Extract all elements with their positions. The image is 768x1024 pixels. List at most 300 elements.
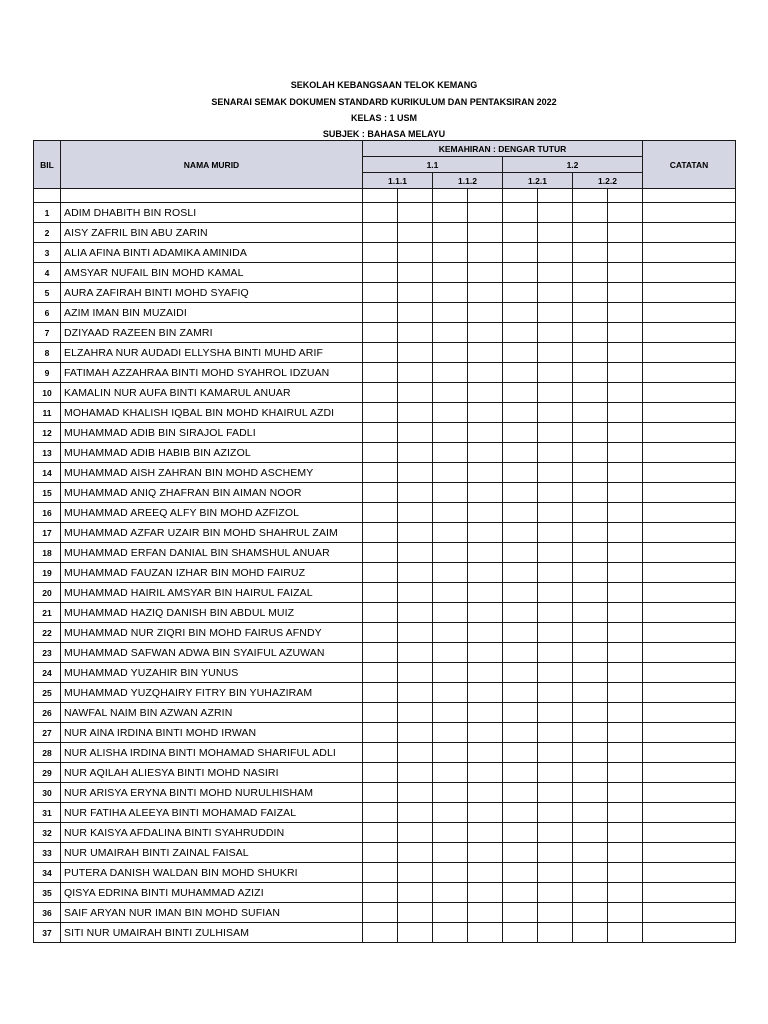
check-cell[interactable] (573, 503, 608, 523)
check-cell[interactable] (433, 643, 468, 663)
check-cell[interactable] (468, 443, 503, 463)
check-cell[interactable] (538, 463, 573, 483)
check-cell[interactable] (503, 723, 538, 743)
check-cell[interactable] (398, 483, 433, 503)
check-cell[interactable] (363, 443, 398, 463)
catatan-cell[interactable] (643, 303, 736, 323)
check-cell[interactable] (503, 203, 538, 223)
check-cell[interactable] (573, 723, 608, 743)
check-cell[interactable] (363, 703, 398, 723)
check-cell[interactable] (538, 563, 573, 583)
check-cell[interactable] (608, 363, 643, 383)
check-cell[interactable] (468, 643, 503, 663)
check-cell[interactable] (363, 663, 398, 683)
check-cell[interactable] (503, 663, 538, 683)
check-cell[interactable] (503, 743, 538, 763)
check-cell[interactable] (608, 343, 643, 363)
check-cell[interactable] (608, 743, 643, 763)
catatan-cell[interactable] (643, 203, 736, 223)
check-cell[interactable] (433, 423, 468, 443)
check-cell[interactable] (538, 843, 573, 863)
catatan-cell[interactable] (643, 883, 736, 903)
check-cell[interactable] (398, 703, 433, 723)
check-cell[interactable] (398, 683, 433, 703)
check-cell[interactable] (608, 863, 643, 883)
check-cell[interactable] (573, 243, 608, 263)
catatan-cell[interactable] (643, 463, 736, 483)
check-cell[interactable] (468, 683, 503, 703)
check-cell[interactable] (398, 283, 433, 303)
check-cell[interactable] (433, 803, 468, 823)
check-cell[interactable] (538, 783, 573, 803)
check-cell[interactable] (363, 343, 398, 363)
check-cell[interactable] (468, 543, 503, 563)
check-cell[interactable] (608, 503, 643, 523)
check-cell[interactable] (608, 903, 643, 923)
check-cell[interactable] (468, 403, 503, 423)
check-cell[interactable] (398, 663, 433, 683)
check-cell[interactable] (608, 523, 643, 543)
check-cell[interactable] (433, 403, 468, 423)
check-cell[interactable] (538, 823, 573, 843)
check-cell[interactable] (398, 263, 433, 283)
check-cell[interactable] (433, 283, 468, 303)
check-cell[interactable] (398, 823, 433, 843)
check-cell[interactable] (363, 423, 398, 443)
catatan-cell[interactable] (643, 783, 736, 803)
check-cell[interactable] (573, 283, 608, 303)
check-cell[interactable] (468, 903, 503, 923)
check-cell[interactable] (468, 723, 503, 743)
catatan-cell[interactable] (643, 263, 736, 283)
check-cell[interactable] (503, 923, 538, 943)
check-cell[interactable] (433, 723, 468, 743)
check-cell[interactable] (573, 903, 608, 923)
check-cell[interactable] (398, 463, 433, 483)
check-cell[interactable] (468, 503, 503, 523)
catatan-cell[interactable] (643, 823, 736, 843)
check-cell[interactable] (538, 683, 573, 703)
check-cell[interactable] (538, 523, 573, 543)
catatan-cell[interactable] (643, 923, 736, 943)
check-cell[interactable] (433, 663, 468, 683)
check-cell[interactable] (468, 883, 503, 903)
check-cell[interactable] (363, 743, 398, 763)
check-cell[interactable] (573, 863, 608, 883)
check-cell[interactable] (363, 243, 398, 263)
check-cell[interactable] (538, 503, 573, 523)
check-cell[interactable] (398, 523, 433, 543)
check-cell[interactable] (608, 223, 643, 243)
check-cell[interactable] (363, 863, 398, 883)
check-cell[interactable] (468, 523, 503, 543)
check-cell[interactable] (538, 623, 573, 643)
check-cell[interactable] (573, 263, 608, 283)
check-cell[interactable] (573, 443, 608, 463)
check-cell[interactable] (433, 863, 468, 883)
check-cell[interactable] (398, 783, 433, 803)
catatan-cell[interactable] (643, 603, 736, 623)
check-cell[interactable] (608, 723, 643, 743)
check-cell[interactable] (398, 603, 433, 623)
check-cell[interactable] (398, 883, 433, 903)
check-cell[interactable] (573, 543, 608, 563)
check-cell[interactable] (468, 823, 503, 843)
check-cell[interactable] (433, 763, 468, 783)
check-cell[interactable] (573, 583, 608, 603)
check-cell[interactable] (468, 563, 503, 583)
check-cell[interactable] (608, 803, 643, 823)
check-cell[interactable] (538, 723, 573, 743)
check-cell[interactable] (468, 843, 503, 863)
check-cell[interactable] (573, 423, 608, 443)
catatan-cell[interactable] (643, 803, 736, 823)
check-cell[interactable] (433, 483, 468, 503)
check-cell[interactable] (363, 683, 398, 703)
catatan-cell[interactable] (643, 483, 736, 503)
check-cell[interactable] (363, 803, 398, 823)
check-cell[interactable] (468, 763, 503, 783)
check-cell[interactable] (503, 623, 538, 643)
check-cell[interactable] (503, 883, 538, 903)
check-cell[interactable] (503, 843, 538, 863)
check-cell[interactable] (538, 583, 573, 603)
check-cell[interactable] (538, 203, 573, 223)
check-cell[interactable] (433, 623, 468, 643)
check-cell[interactable] (573, 803, 608, 823)
check-cell[interactable] (538, 323, 573, 343)
check-cell[interactable] (573, 463, 608, 483)
check-cell[interactable] (468, 863, 503, 883)
check-cell[interactable] (503, 763, 538, 783)
check-cell[interactable] (433, 603, 468, 623)
catatan-cell[interactable] (643, 703, 736, 723)
check-cell[interactable] (608, 303, 643, 323)
catatan-cell[interactable] (643, 223, 736, 243)
check-cell[interactable] (503, 823, 538, 843)
check-cell[interactable] (433, 443, 468, 463)
check-cell[interactable] (433, 563, 468, 583)
check-cell[interactable] (573, 483, 608, 503)
check-cell[interactable] (538, 383, 573, 403)
check-cell[interactable] (608, 203, 643, 223)
check-cell[interactable] (468, 363, 503, 383)
check-cell[interactable] (608, 783, 643, 803)
check-cell[interactable] (538, 643, 573, 663)
check-cell[interactable] (468, 623, 503, 643)
check-cell[interactable] (503, 223, 538, 243)
check-cell[interactable] (608, 263, 643, 283)
check-cell[interactable] (363, 583, 398, 603)
check-cell[interactable] (433, 303, 468, 323)
check-cell[interactable] (433, 843, 468, 863)
check-cell[interactable] (398, 203, 433, 223)
check-cell[interactable] (503, 703, 538, 723)
catatan-cell[interactable] (643, 563, 736, 583)
check-cell[interactable] (608, 323, 643, 343)
check-cell[interactable] (503, 243, 538, 263)
check-cell[interactable] (468, 463, 503, 483)
catatan-cell[interactable] (643, 343, 736, 363)
check-cell[interactable] (538, 283, 573, 303)
catatan-cell[interactable] (643, 723, 736, 743)
check-cell[interactable] (433, 583, 468, 603)
check-cell[interactable] (468, 223, 503, 243)
check-cell[interactable] (538, 743, 573, 763)
check-cell[interactable] (363, 643, 398, 663)
check-cell[interactable] (538, 663, 573, 683)
check-cell[interactable] (398, 583, 433, 603)
check-cell[interactable] (503, 563, 538, 583)
check-cell[interactable] (363, 843, 398, 863)
check-cell[interactable] (503, 543, 538, 563)
check-cell[interactable] (468, 483, 503, 503)
check-cell[interactable] (363, 923, 398, 943)
check-cell[interactable] (503, 423, 538, 443)
check-cell[interactable] (503, 643, 538, 663)
check-cell[interactable] (398, 503, 433, 523)
check-cell[interactable] (608, 443, 643, 463)
check-cell[interactable] (573, 843, 608, 863)
catatan-cell[interactable] (643, 863, 736, 883)
check-cell[interactable] (573, 323, 608, 343)
check-cell[interactable] (538, 303, 573, 323)
catatan-cell[interactable] (643, 763, 736, 783)
check-cell[interactable] (363, 383, 398, 403)
catatan-cell[interactable] (643, 843, 736, 863)
check-cell[interactable] (503, 803, 538, 823)
check-cell[interactable] (398, 563, 433, 583)
catatan-cell[interactable] (643, 383, 736, 403)
check-cell[interactable] (573, 883, 608, 903)
check-cell[interactable] (363, 883, 398, 903)
check-cell[interactable] (573, 223, 608, 243)
check-cell[interactable] (608, 883, 643, 903)
check-cell[interactable] (468, 343, 503, 363)
check-cell[interactable] (398, 383, 433, 403)
check-cell[interactable] (503, 783, 538, 803)
check-cell[interactable] (608, 243, 643, 263)
check-cell[interactable] (503, 383, 538, 403)
check-cell[interactable] (538, 703, 573, 723)
check-cell[interactable] (608, 623, 643, 643)
check-cell[interactable] (363, 463, 398, 483)
check-cell[interactable] (573, 363, 608, 383)
check-cell[interactable] (573, 703, 608, 723)
check-cell[interactable] (468, 583, 503, 603)
check-cell[interactable] (468, 743, 503, 763)
catatan-cell[interactable] (643, 503, 736, 523)
check-cell[interactable] (433, 903, 468, 923)
check-cell[interactable] (608, 543, 643, 563)
check-cell[interactable] (538, 883, 573, 903)
check-cell[interactable] (503, 463, 538, 483)
check-cell[interactable] (398, 323, 433, 343)
check-cell[interactable] (398, 723, 433, 743)
check-cell[interactable] (363, 483, 398, 503)
check-cell[interactable] (503, 903, 538, 923)
check-cell[interactable] (538, 403, 573, 423)
check-cell[interactable] (468, 783, 503, 803)
check-cell[interactable] (398, 763, 433, 783)
catatan-cell[interactable] (643, 903, 736, 923)
check-cell[interactable] (468, 283, 503, 303)
check-cell[interactable] (573, 623, 608, 643)
check-cell[interactable] (538, 763, 573, 783)
check-cell[interactable] (363, 543, 398, 563)
check-cell[interactable] (608, 703, 643, 723)
check-cell[interactable] (538, 263, 573, 283)
catatan-cell[interactable] (643, 523, 736, 543)
check-cell[interactable] (503, 263, 538, 283)
check-cell[interactable] (363, 363, 398, 383)
check-cell[interactable] (468, 203, 503, 223)
check-cell[interactable] (363, 763, 398, 783)
check-cell[interactable] (503, 583, 538, 603)
check-cell[interactable] (433, 543, 468, 563)
check-cell[interactable] (503, 343, 538, 363)
check-cell[interactable] (538, 923, 573, 943)
catatan-cell[interactable] (643, 283, 736, 303)
check-cell[interactable] (398, 843, 433, 863)
check-cell[interactable] (573, 203, 608, 223)
check-cell[interactable] (363, 403, 398, 423)
check-cell[interactable] (433, 683, 468, 703)
check-cell[interactable] (503, 323, 538, 343)
check-cell[interactable] (573, 523, 608, 543)
check-cell[interactable] (538, 903, 573, 923)
check-cell[interactable] (398, 743, 433, 763)
check-cell[interactable] (363, 563, 398, 583)
check-cell[interactable] (608, 563, 643, 583)
check-cell[interactable] (573, 343, 608, 363)
catatan-cell[interactable] (643, 583, 736, 603)
catatan-cell[interactable] (643, 743, 736, 763)
check-cell[interactable] (608, 383, 643, 403)
check-cell[interactable] (573, 823, 608, 843)
check-cell[interactable] (608, 463, 643, 483)
check-cell[interactable] (608, 283, 643, 303)
check-cell[interactable] (503, 523, 538, 543)
check-cell[interactable] (363, 303, 398, 323)
check-cell[interactable] (503, 503, 538, 523)
check-cell[interactable] (503, 483, 538, 503)
check-cell[interactable] (538, 363, 573, 383)
check-cell[interactable] (468, 703, 503, 723)
check-cell[interactable] (468, 923, 503, 943)
check-cell[interactable] (468, 323, 503, 343)
check-cell[interactable] (538, 343, 573, 363)
check-cell[interactable] (398, 643, 433, 663)
catatan-cell[interactable] (643, 423, 736, 443)
check-cell[interactable] (433, 223, 468, 243)
check-cell[interactable] (503, 363, 538, 383)
check-cell[interactable] (538, 483, 573, 503)
check-cell[interactable] (398, 343, 433, 363)
check-cell[interactable] (363, 263, 398, 283)
check-cell[interactable] (433, 363, 468, 383)
check-cell[interactable] (433, 703, 468, 723)
check-cell[interactable] (363, 203, 398, 223)
check-cell[interactable] (433, 383, 468, 403)
check-cell[interactable] (538, 223, 573, 243)
check-cell[interactable] (608, 643, 643, 663)
check-cell[interactable] (608, 683, 643, 703)
check-cell[interactable] (538, 863, 573, 883)
check-cell[interactable] (503, 863, 538, 883)
check-cell[interactable] (363, 223, 398, 243)
catatan-cell[interactable] (643, 363, 736, 383)
check-cell[interactable] (433, 883, 468, 903)
check-cell[interactable] (398, 303, 433, 323)
check-cell[interactable] (503, 403, 538, 423)
catatan-cell[interactable] (643, 443, 736, 463)
check-cell[interactable] (363, 623, 398, 643)
check-cell[interactable] (468, 303, 503, 323)
check-cell[interactable] (468, 603, 503, 623)
check-cell[interactable] (503, 443, 538, 463)
check-cell[interactable] (363, 903, 398, 923)
check-cell[interactable] (363, 603, 398, 623)
check-cell[interactable] (398, 443, 433, 463)
catatan-cell[interactable] (643, 543, 736, 563)
check-cell[interactable] (608, 663, 643, 683)
check-cell[interactable] (573, 743, 608, 763)
check-cell[interactable] (433, 523, 468, 543)
check-cell[interactable] (608, 603, 643, 623)
check-cell[interactable] (573, 603, 608, 623)
check-cell[interactable] (433, 323, 468, 343)
check-cell[interactable] (363, 283, 398, 303)
check-cell[interactable] (538, 803, 573, 823)
check-cell[interactable] (433, 743, 468, 763)
check-cell[interactable] (433, 463, 468, 483)
check-cell[interactable] (398, 863, 433, 883)
check-cell[interactable] (398, 223, 433, 243)
check-cell[interactable] (468, 383, 503, 403)
check-cell[interactable] (398, 363, 433, 383)
check-cell[interactable] (538, 423, 573, 443)
check-cell[interactable] (573, 303, 608, 323)
check-cell[interactable] (398, 543, 433, 563)
check-cell[interactable] (538, 603, 573, 623)
catatan-cell[interactable] (643, 683, 736, 703)
catatan-cell[interactable] (643, 643, 736, 663)
check-cell[interactable] (573, 643, 608, 663)
check-cell[interactable] (573, 383, 608, 403)
check-cell[interactable] (433, 823, 468, 843)
check-cell[interactable] (433, 503, 468, 523)
check-cell[interactable] (433, 923, 468, 943)
check-cell[interactable] (398, 243, 433, 263)
check-cell[interactable] (363, 523, 398, 543)
check-cell[interactable] (363, 323, 398, 343)
catatan-cell[interactable] (643, 323, 736, 343)
check-cell[interactable] (363, 783, 398, 803)
catatan-cell[interactable] (643, 243, 736, 263)
check-cell[interactable] (433, 343, 468, 363)
check-cell[interactable] (608, 923, 643, 943)
check-cell[interactable] (363, 503, 398, 523)
check-cell[interactable] (398, 903, 433, 923)
check-cell[interactable] (468, 423, 503, 443)
check-cell[interactable] (573, 683, 608, 703)
check-cell[interactable] (503, 683, 538, 703)
check-cell[interactable] (398, 623, 433, 643)
check-cell[interactable] (363, 723, 398, 743)
check-cell[interactable] (573, 923, 608, 943)
check-cell[interactable] (608, 483, 643, 503)
